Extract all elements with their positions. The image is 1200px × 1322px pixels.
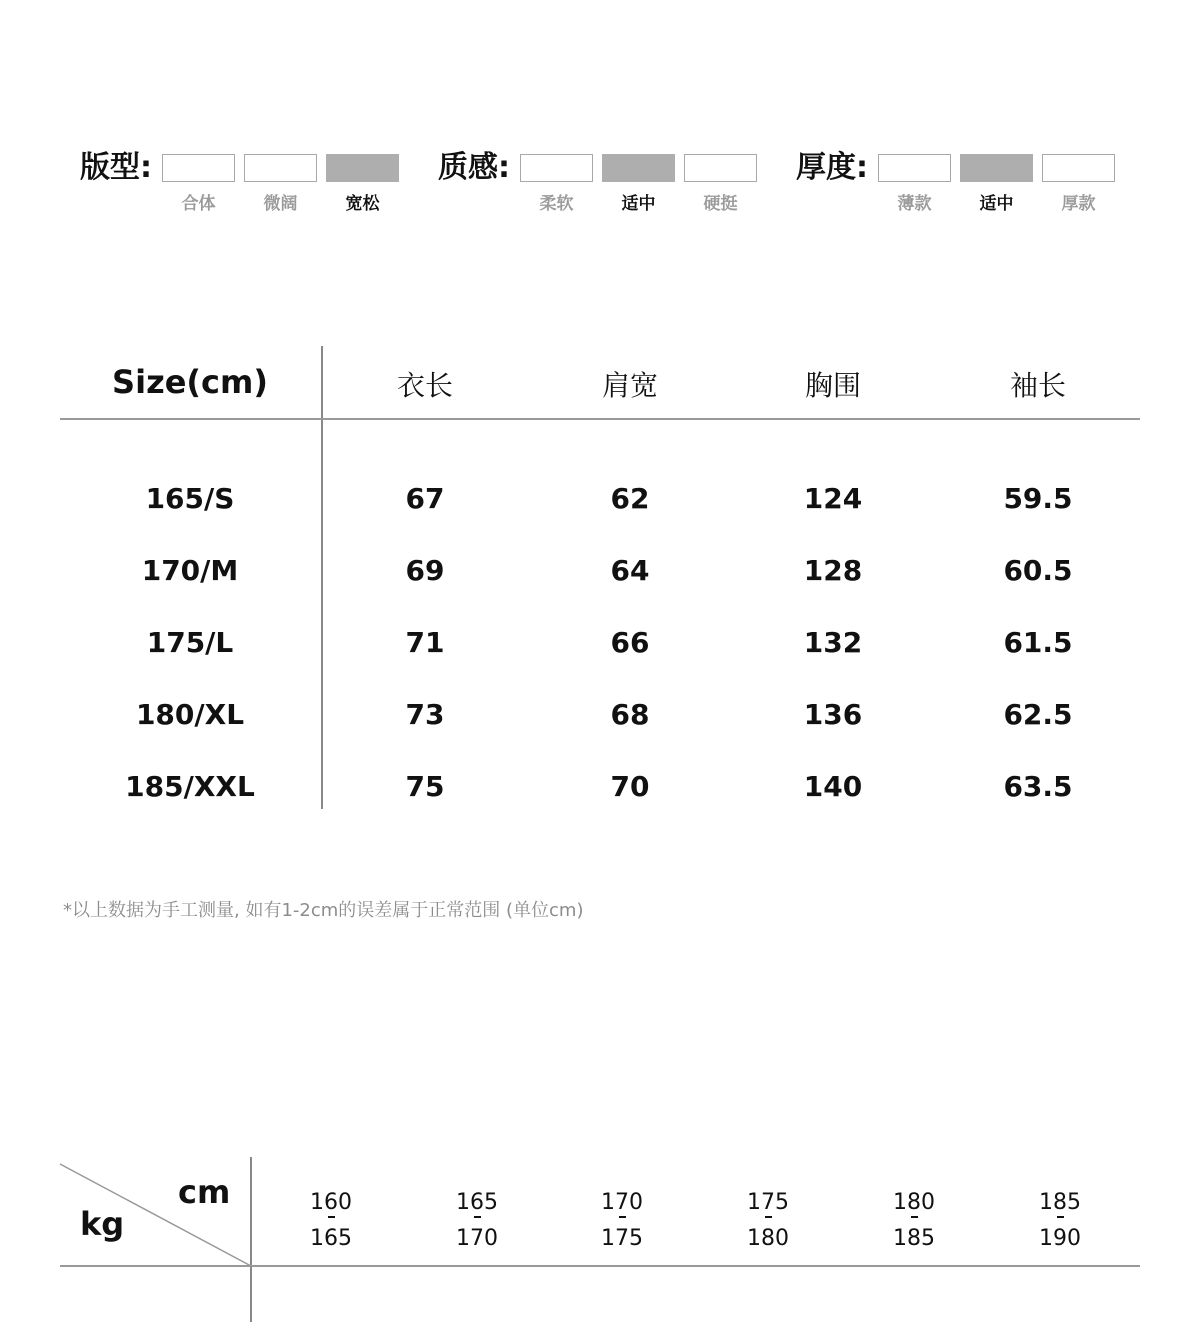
fit-option-box-1 bbox=[162, 154, 235, 182]
measurement-note: *以上数据为手工测量, 如有1-2cm的误差属于正常范围 (单位cm) bbox=[63, 900, 584, 921]
sleeve-cell: 60.5 bbox=[1003, 554, 1073, 587]
height-range bbox=[281, 1185, 381, 1257]
chest-cell: 128 bbox=[803, 554, 863, 587]
fit-option-box-2 bbox=[244, 154, 317, 182]
height-range-from: 165 bbox=[456, 1190, 498, 1215]
texture-option-box-2-selected bbox=[602, 154, 675, 182]
chest-cell: 140 bbox=[803, 770, 863, 803]
texture-option-box-1 bbox=[520, 154, 593, 182]
shoulder-cell: 62 bbox=[610, 482, 650, 515]
fit-table-divider-vertical bbox=[250, 1157, 252, 1322]
height-range-to: 180 bbox=[747, 1226, 789, 1251]
range-dash bbox=[1057, 1216, 1064, 1218]
size-cell: 180/XL bbox=[135, 698, 245, 731]
fit-option-label-3: 宽松 bbox=[345, 194, 380, 214]
length-cell: 75 bbox=[405, 770, 445, 803]
height-range-from: 170 bbox=[601, 1190, 643, 1215]
thickness-option-box-1 bbox=[878, 154, 951, 182]
shoulder-cell: 64 bbox=[610, 554, 650, 587]
size-cell: 175/L bbox=[146, 626, 234, 659]
fit-attribute bbox=[80, 150, 410, 220]
height-range-to: 190 bbox=[1039, 1226, 1081, 1251]
texture-title: 质感: bbox=[438, 150, 510, 185]
thickness-option-label-3: 厚款 bbox=[1061, 194, 1096, 214]
weight-unit-label: kg bbox=[80, 1205, 125, 1243]
size-table-divider-horizontal bbox=[60, 418, 1140, 420]
size-cell: 170/M bbox=[141, 554, 239, 587]
sleeve-cell: 62.5 bbox=[1003, 698, 1073, 731]
height-range bbox=[718, 1185, 818, 1257]
height-range-from: 175 bbox=[747, 1190, 789, 1215]
size-cell: 185/XXL bbox=[125, 770, 255, 803]
height-range bbox=[572, 1185, 672, 1257]
length-cell: 73 bbox=[405, 698, 445, 731]
height-range-to: 175 bbox=[601, 1226, 643, 1251]
thickness-option-box-2-selected bbox=[960, 154, 1033, 182]
height-range bbox=[864, 1185, 964, 1257]
height-range-to: 165 bbox=[310, 1226, 352, 1251]
height-range-to: 170 bbox=[456, 1226, 498, 1251]
fit-option-box-3-selected bbox=[326, 154, 399, 182]
fit-title: 版型: bbox=[80, 150, 152, 185]
texture-option-label-3: 硬挺 bbox=[703, 194, 738, 214]
thickness-option-box-3 bbox=[1042, 154, 1115, 182]
range-dash bbox=[619, 1216, 626, 1218]
range-dash bbox=[328, 1216, 335, 1218]
length-cell: 67 bbox=[405, 482, 445, 515]
height-range bbox=[427, 1185, 527, 1257]
sleeve-cell: 61.5 bbox=[1003, 626, 1073, 659]
sleeve-cell: 59.5 bbox=[1003, 482, 1073, 515]
height-range-to: 185 bbox=[893, 1226, 935, 1251]
height-range-from: 160 bbox=[310, 1190, 352, 1215]
sleeve-cell: 63.5 bbox=[1003, 770, 1073, 803]
height-range-from: 185 bbox=[1039, 1190, 1081, 1215]
height-range bbox=[1010, 1185, 1110, 1257]
thickness-option-label-2: 适中 bbox=[979, 194, 1014, 214]
texture-attribute bbox=[438, 150, 768, 220]
shoulder-cell: 66 bbox=[610, 626, 650, 659]
thickness-title: 厚度: bbox=[796, 150, 868, 185]
chest-cell: 132 bbox=[803, 626, 863, 659]
height-unit-label: cm bbox=[178, 1173, 231, 1211]
height-range-from: 180 bbox=[893, 1190, 935, 1215]
fit-option-label-1: 合体 bbox=[181, 194, 216, 214]
chest-cell: 124 bbox=[803, 482, 863, 515]
length-cell: 69 bbox=[405, 554, 445, 587]
range-dash bbox=[911, 1216, 918, 1218]
chest-header: 胸围 bbox=[804, 369, 861, 402]
range-dash bbox=[765, 1216, 772, 1218]
thickness-option-label-1: 薄款 bbox=[897, 194, 932, 214]
texture-option-label-1: 柔软 bbox=[539, 194, 574, 214]
length-header: 衣长 bbox=[396, 369, 453, 402]
shoulder-header: 肩宽 bbox=[601, 369, 658, 402]
length-cell: 71 bbox=[405, 626, 445, 659]
fit-option-label-2: 微阔 bbox=[263, 194, 298, 214]
fit-table-divider-horizontal bbox=[60, 1265, 1140, 1267]
chest-cell: 136 bbox=[803, 698, 863, 731]
sleeve-header: 袖长 bbox=[1009, 369, 1066, 402]
size-table-divider-vertical bbox=[321, 346, 323, 809]
shoulder-cell: 70 bbox=[610, 770, 650, 803]
size-cell: 165/S bbox=[145, 482, 235, 515]
size-header: Size(cm) bbox=[112, 363, 268, 401]
range-dash bbox=[474, 1216, 481, 1218]
texture-option-box-3 bbox=[684, 154, 757, 182]
thickness-attribute bbox=[796, 150, 1126, 220]
texture-option-label-2: 适中 bbox=[621, 194, 656, 214]
shoulder-cell: 68 bbox=[610, 698, 650, 731]
